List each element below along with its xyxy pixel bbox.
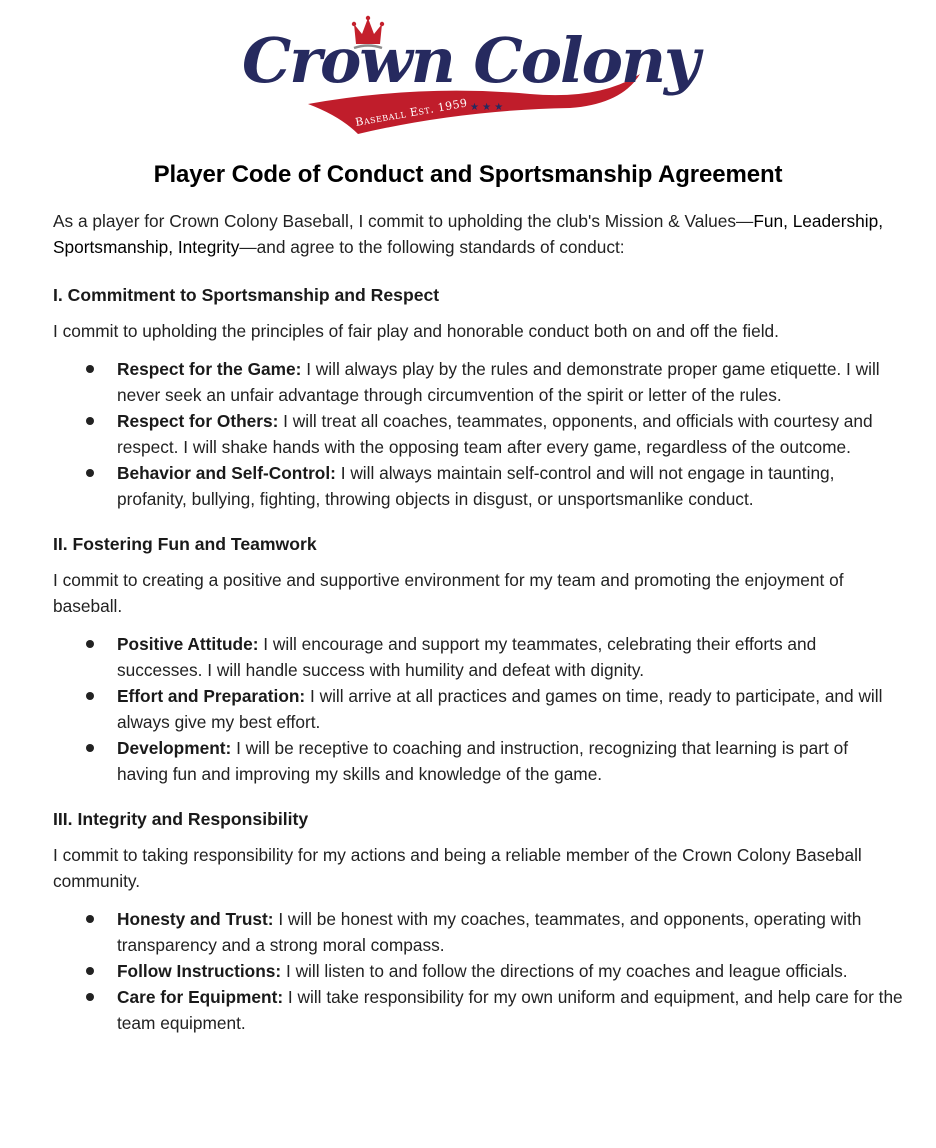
section-heading: I. Commitment to Sportsmanship and Respect xyxy=(53,285,440,305)
bullet-icon xyxy=(86,744,94,752)
intro-paragraph xyxy=(53,208,903,260)
bullet-icon xyxy=(86,469,94,477)
list-item xyxy=(53,460,903,512)
intro-after: —and agree to the following standards of conduct: xyxy=(239,237,625,257)
section-list xyxy=(53,631,903,787)
section-list xyxy=(53,906,903,1036)
item-label: Care for Equipment: xyxy=(117,987,284,1007)
item-label: Behavior and Self-Control: xyxy=(117,463,336,483)
section-fun-teamwork xyxy=(53,531,903,787)
list-item xyxy=(53,958,903,984)
section-description: I commit to creating a positive and supportive environment for my team and promoting the enjoyment of baseball. xyxy=(53,570,844,616)
section-description: I commit to upholding the principles of fair play and honorable conduct both on and off the field. xyxy=(53,321,779,341)
item-label: Follow Instructions: xyxy=(117,961,282,981)
item-label: Positive Attitude: xyxy=(117,634,259,654)
section-integrity xyxy=(53,806,903,1036)
item-text: I will arrive at all practices and games on time, ready to participate, and will always give my best effort. xyxy=(117,686,883,732)
bullet-icon xyxy=(86,365,94,373)
bullet-icon xyxy=(86,993,94,1001)
list-item xyxy=(53,984,903,1036)
section-heading: III. Integrity and Responsibility xyxy=(53,809,309,829)
item-text: I will treat all coaches, teammates, opponents, and officials with courtesy and respect. I will shake hands with the opposing team after every game, regardless of the outcome. xyxy=(117,411,873,457)
logo-stars: ★ ★ ★ xyxy=(470,102,504,113)
list-item xyxy=(53,735,903,787)
item-text: I will always maintain self-control and will not engage in taunting, profanity, bullying, fighting, throwing objects in disgust, or unsportsmanlike conduct. xyxy=(117,463,835,509)
item-text: I will be receptive to coaching and instruction, recognizing that learning is part of having fun and improving my skills and knowledge of the game. xyxy=(117,738,848,784)
item-text: I will always play by the rules and demonstrate proper game etiquette. I will never seek an unfair advantage through circumvention of the spirit or letter of the rules. xyxy=(117,359,880,405)
section-sportsmanship xyxy=(53,282,903,512)
item-text: I will listen to and follow the directions of my coaches and league officials. xyxy=(281,961,848,981)
intro-values: Fun, Leadership, Sportsmanship, Integrity xyxy=(53,211,884,257)
crown-colony-logo xyxy=(241,14,699,139)
item-label: Respect for Others: xyxy=(117,411,279,431)
intro-before: As a player for Crown Colony Baseball, I commit to upholding the club's Mission & Values— xyxy=(53,211,754,231)
list-item xyxy=(53,683,903,735)
list-item xyxy=(53,906,903,958)
list-item xyxy=(53,408,903,460)
document-body xyxy=(53,208,903,1055)
item-text: I will be honest with my coaches, teammates, and opponents, operating with transparency and a strong moral compass. xyxy=(117,909,862,955)
list-item xyxy=(53,356,903,408)
item-label: Effort and Preparation: xyxy=(117,686,306,706)
section-heading: II. Fostering Fun and Teamwork xyxy=(53,534,317,554)
item-text: I will take responsibility for my own uniform and equipment, and help care for the team equipment. xyxy=(117,987,903,1033)
logo-banner-text: Baseball Est. 1959 xyxy=(354,96,469,129)
item-text: I will encourage and support my teammates, celebrating their efforts and successes. I will handle success with humility and defeat with dignity. xyxy=(117,634,817,680)
bullet-icon xyxy=(86,692,94,700)
bullet-icon xyxy=(86,915,94,923)
bullet-icon xyxy=(86,640,94,648)
item-label: Respect for the Game: xyxy=(117,359,302,379)
item-label: Development: xyxy=(117,738,232,758)
section-list xyxy=(53,356,903,512)
logo-wordmark: Crown Colony xyxy=(241,24,699,97)
logo-graphic xyxy=(241,14,699,139)
section-description: I commit to taking responsibility for my actions and being a reliable member of the Crown Colony Baseball community. xyxy=(53,845,862,891)
list-item xyxy=(53,631,903,683)
page-title: Player Code of Conduct and Sportsmanship Agreement xyxy=(153,161,783,188)
bullet-icon xyxy=(86,967,94,975)
bullet-icon xyxy=(86,417,94,425)
item-label: Honesty and Trust: xyxy=(117,909,274,929)
